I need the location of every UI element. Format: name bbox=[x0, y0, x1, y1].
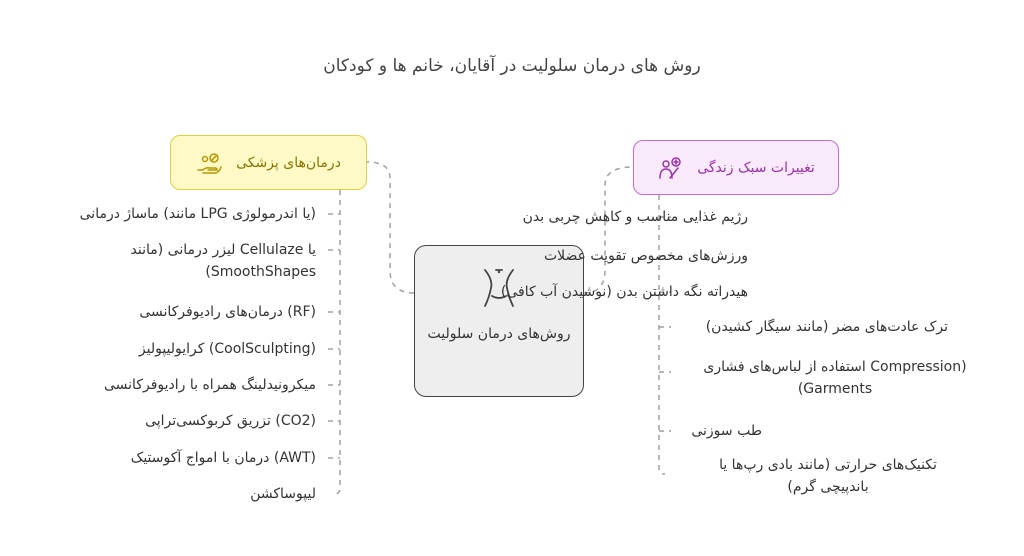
lifestyle-item-2: ورزش‌های مخصوص تقویت عضلات bbox=[543, 248, 748, 264]
medical-branch-label: درمان‌های پزشکی bbox=[236, 154, 341, 171]
medical-item-3: (RF) درمان‌های رادیوفرکانسی bbox=[139, 304, 316, 320]
lifestyle-item-7: تکنیک‌های حرارتی (مانند بادی رپ‌ها یا باندپیچی گرم) bbox=[719, 457, 937, 495]
medical-hand-icon bbox=[196, 150, 222, 176]
lifestyle-item-1: رژیم غذایی مناسب و کاهش چربی بدن bbox=[522, 209, 748, 225]
medical-item-4: (CoolSculpting) کرایولیپولیز bbox=[138, 341, 316, 357]
medical-item-1: (یا اندرمولوژی LPG مانند) ماساژ درمانی bbox=[79, 206, 316, 222]
center-node bbox=[414, 245, 584, 397]
medical-item-6: (CO2) تزریق کربوکسی‌تراپی bbox=[145, 413, 316, 429]
lifestyle-item-4: ترک عادت‌های مضر (مانند سیگار کشیدن) bbox=[705, 319, 948, 335]
branch-medical-treatments bbox=[170, 135, 367, 190]
lifestyle-branch-label: تغییرات سبک زندگی bbox=[697, 159, 815, 176]
connector-center-medical bbox=[367, 162, 414, 293]
connector-center-lifestyle bbox=[584, 167, 633, 293]
lifestyle-spine bbox=[659, 195, 665, 474]
medical-spine bbox=[334, 190, 340, 494]
medical-item-7: (AWT) درمان با امواج آکوستیک bbox=[130, 450, 316, 466]
branch-lifestyle-changes bbox=[633, 140, 839, 195]
medical-item-8: لیپوساکشن bbox=[250, 486, 316, 502]
center-label: روش‌های درمان سلولیت bbox=[427, 326, 571, 342]
lifestyle-item-5: (Compression استفاده از لباس‌های فشاری Garments) bbox=[703, 359, 967, 397]
medical-item-2: یا Cellulaze لیزر درمانی (مانند SmoothShapes) bbox=[130, 242, 316, 280]
lifestyle-item-3: هیدراته نگه داشتن بدن (نوشیدن آب کافی) bbox=[500, 284, 748, 300]
people-lifestyle-icon bbox=[657, 155, 683, 181]
diagram-title: روش های درمان سلولیت در آقایان، خانم ها و کودکان bbox=[323, 56, 701, 76]
lifestyle-item-6: طب سوزنی bbox=[691, 423, 762, 439]
medical-item-5: میکرونیدلینگ همراه با رادیوفرکانسی bbox=[103, 377, 316, 393]
